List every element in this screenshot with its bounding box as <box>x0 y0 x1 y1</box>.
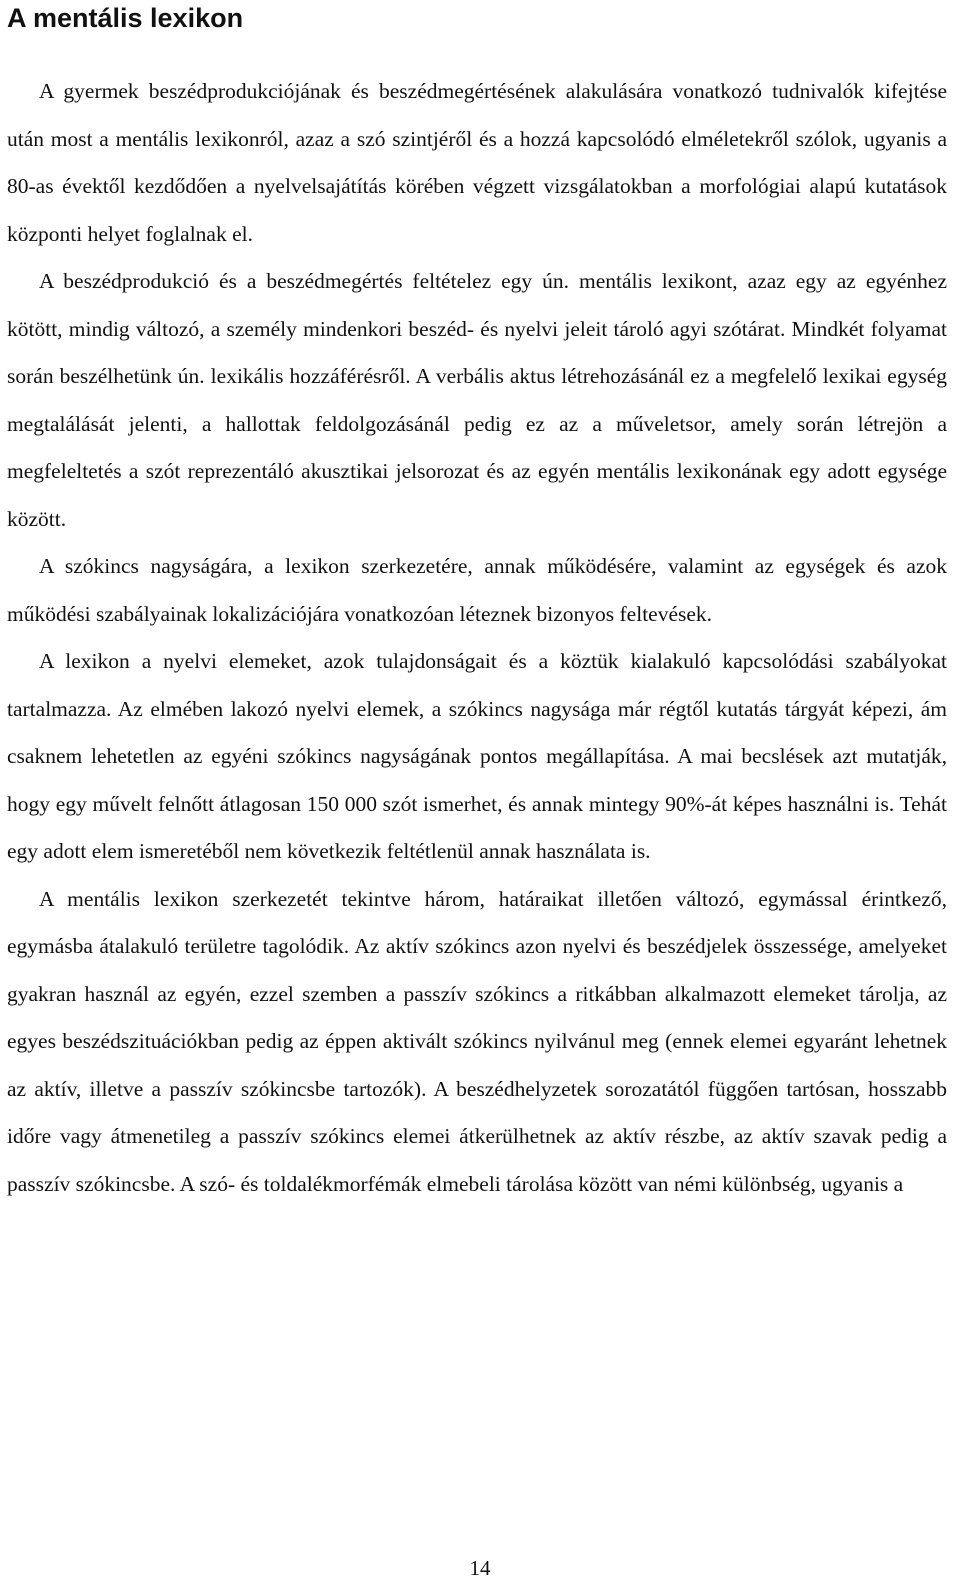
body-text <box>7 68 947 1208</box>
paragraph: A gyermek beszédprodukciójának és beszédmegértésének alakulására vonatkozó tudnivalók kifejtése után most a mentális lexikonról, azaz a szó szintjéről és a hozzá kapcsolódó elméletekről szólok, ugyanis a 80-as évektől kezdődően a nyelvelsajátítás körében végzett vizsgálatokban a morfológiai alapú kutatások központi helyet foglalnak el. <box>7 79 947 246</box>
paragraph: A mentális lexikon szerkezetét tekintve három, határaikat illetően változó, egymással érintkező, egymásba átalakuló területre tagolódik. Az aktív szókincs azon nyelvi és beszédjelek összessége, amelyeket gyakran használ az egyén, ezzel szemben a passzív szókincs a ritkábban alkalmazott elemeket tárolja, az egyes beszédszituációkban pedig az éppen aktivált szókincs nyilvánul meg (ennek elemei egyaránt lehetnek az aktív, illetve a passzív szókincsbe tartozók). A beszédhelyzetek sorozatától függően tartósan, hosszabb időre vagy átmenetileg a passzív szókincs elemei átkerülhetnek az aktív részbe, az aktív szavak pedig a passzív szókincsbe. A szó- és toldalékmorfémák elmebeli tárolása között van némi különbség, ugyanis a <box>7 886 947 1196</box>
section-title: A mentális lexikon <box>7 3 244 33</box>
paragraph: A lexikon a nyelvi elemeket, azok tulajdonságait és a köztük kialakuló kapcsolódási szabályokat tartalmazza. Az elmében lakozó nyelvi elemek, a szókincs nagysága már régtől kutatás tárgyát képezi, ám csaknem lehetetlen az egyéni szókincs nagyságának pontos megállapítása. A mai becslések azt mutatják, hogy egy művelt felnőtt átlagosan 150 000 szót ismerhet, és annak mintegy 90%-át képes használni is. Tehát egy adott elem ismeretéből nem következik feltétlenül annak használata is. <box>7 649 947 863</box>
paragraph: A beszédprodukció és a beszédmegértés feltételez egy ún. mentális lexikont, azaz egy az egyénhez kötött, mindig változó, a személy mindenkori beszéd- és nyelvi jeleit tároló agyi szótárat. Mindkét folyamat során beszélhetünk ún. lexikális hozzáférésről. A verbális aktus létrehozásánál ez a megfelelő lexikai egység megtalálását jelenti, a hallottak feldolgozásánál pedig ez az a műveletsor, amely során létrejön a megfeleltetés a szót reprezentáló akusztikai jelsorozat és az egyén mentális lexikonának egy adott egysége között. <box>7 269 947 531</box>
paragraph: A szókincs nagyságára, a lexikon szerkezetére, annak működésére, valamint az egységek és azok működési szabályainak lokalizációjára vonatkozóan léteznek bizonyos feltevések. <box>7 554 947 626</box>
page-number: 14 <box>469 1556 491 1580</box>
